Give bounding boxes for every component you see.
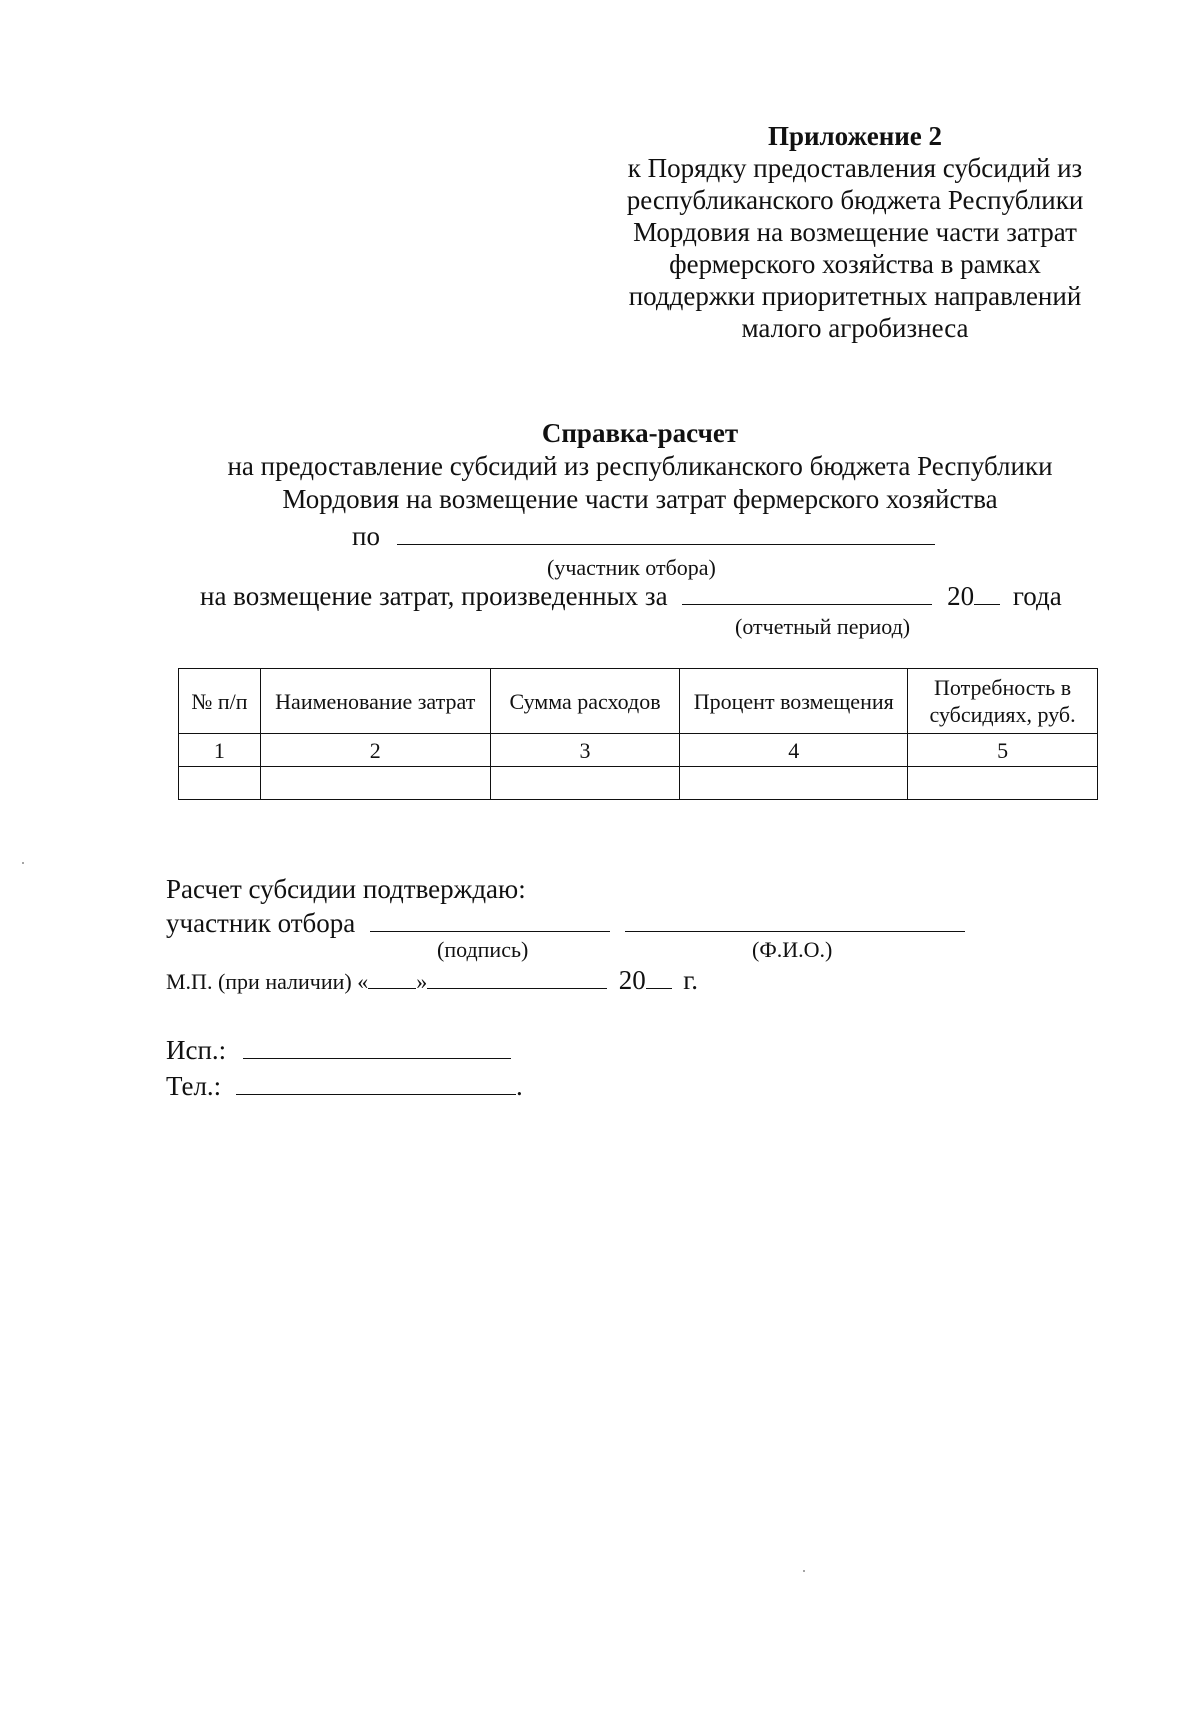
document-subtitle-line: Мордовия на возмещение части затрат фермерского хозяйства [282, 484, 998, 514]
day-blank[interactable] [368, 970, 416, 989]
fio-caption: (Ф.И.О.) [752, 937, 833, 962]
fio-blank[interactable] [625, 909, 965, 932]
confirmation-block [166, 872, 965, 940]
appendix-line: поддержки приоритетных направлений [628, 281, 1082, 311]
period-line [200, 580, 1062, 612]
mp-label: М.П. (при наличии) « [166, 969, 369, 994]
table-cell: 2 [260, 734, 490, 767]
period-label: на возмещение затрат, произведенных за [200, 581, 668, 611]
participant-line [352, 520, 935, 552]
participant-blank[interactable] [397, 522, 935, 545]
appendix-header [590, 120, 1120, 344]
table-header-cell: Потребность в субсидиях, руб. [908, 669, 1098, 734]
table-cell[interactable] [908, 767, 1098, 800]
executor-line [166, 1032, 523, 1068]
appendix-line: Мордовия на возмещение части затрат [633, 217, 1077, 247]
appendix-line: малого агробизнеса [741, 313, 969, 343]
table-row [179, 767, 1098, 800]
calculation-table [178, 668, 1098, 800]
participant-label: участник отбора [166, 908, 356, 938]
document-title-block [180, 417, 1100, 516]
mp-close-quote: » [416, 969, 428, 994]
table-cell: 4 [680, 734, 908, 767]
table-cell: 5 [908, 734, 1098, 767]
appendix-title: Приложение 2 [767, 121, 943, 151]
participant-caption: (участник отбора) [547, 555, 716, 580]
confirmation-heading: Расчет субсидии подтверждаю: [166, 874, 526, 904]
isp-blank[interactable] [243, 1036, 511, 1059]
table-header-row [179, 669, 1098, 734]
scan-speck [22, 862, 24, 864]
period-blank[interactable] [682, 582, 932, 605]
tel-end: . [515, 1071, 523, 1101]
scan-speck [803, 1570, 805, 1572]
table-cell: 1 [179, 734, 261, 767]
isp-label: Исп.: [166, 1035, 227, 1065]
appendix-line: к Порядку предоставления субсидий из [627, 153, 1083, 183]
signature-line [166, 906, 965, 940]
signature-blank[interactable] [370, 909, 610, 932]
table-cell[interactable] [490, 767, 680, 800]
tel-label: Тел.: [166, 1071, 222, 1101]
document-title: Справка-расчет [541, 418, 739, 448]
period-year-blank[interactable] [974, 582, 1000, 605]
period-year-prefix: 20 [947, 581, 975, 611]
signature-caption: (подпись) [437, 937, 529, 962]
appendix-line: республиканского бюджета Республики [626, 185, 1084, 215]
table-cell[interactable] [260, 767, 490, 800]
phone-line [166, 1068, 523, 1104]
date-year-blank[interactable] [646, 970, 672, 989]
table-header-cell: Наименование затрат [260, 669, 490, 734]
document-subtitle-line: на предоставление субсидий из республиканского бюджета Республики [227, 451, 1053, 481]
table-cell: 3 [490, 734, 680, 767]
period-caption: (отчетный период) [735, 614, 911, 639]
appendix-line: фермерского хозяйства в рамках [669, 249, 1041, 279]
stamp-date-line [166, 965, 698, 997]
table-header-cell: № п/п [179, 669, 261, 734]
executor-block [166, 1032, 523, 1104]
date-year-prefix: 20 [618, 965, 646, 995]
po-label: по [352, 521, 380, 551]
period-year-suffix: года [1012, 581, 1062, 611]
table-header-cell: Сумма расходов [490, 669, 680, 734]
month-blank[interactable] [427, 970, 607, 989]
table-cell[interactable] [680, 767, 908, 800]
table-cell[interactable] [179, 767, 261, 800]
tel-blank[interactable] [236, 1072, 516, 1095]
table-row [179, 734, 1098, 767]
date-year-suffix: г. [683, 965, 699, 995]
table-header-cell: Процент возмещения [680, 669, 908, 734]
